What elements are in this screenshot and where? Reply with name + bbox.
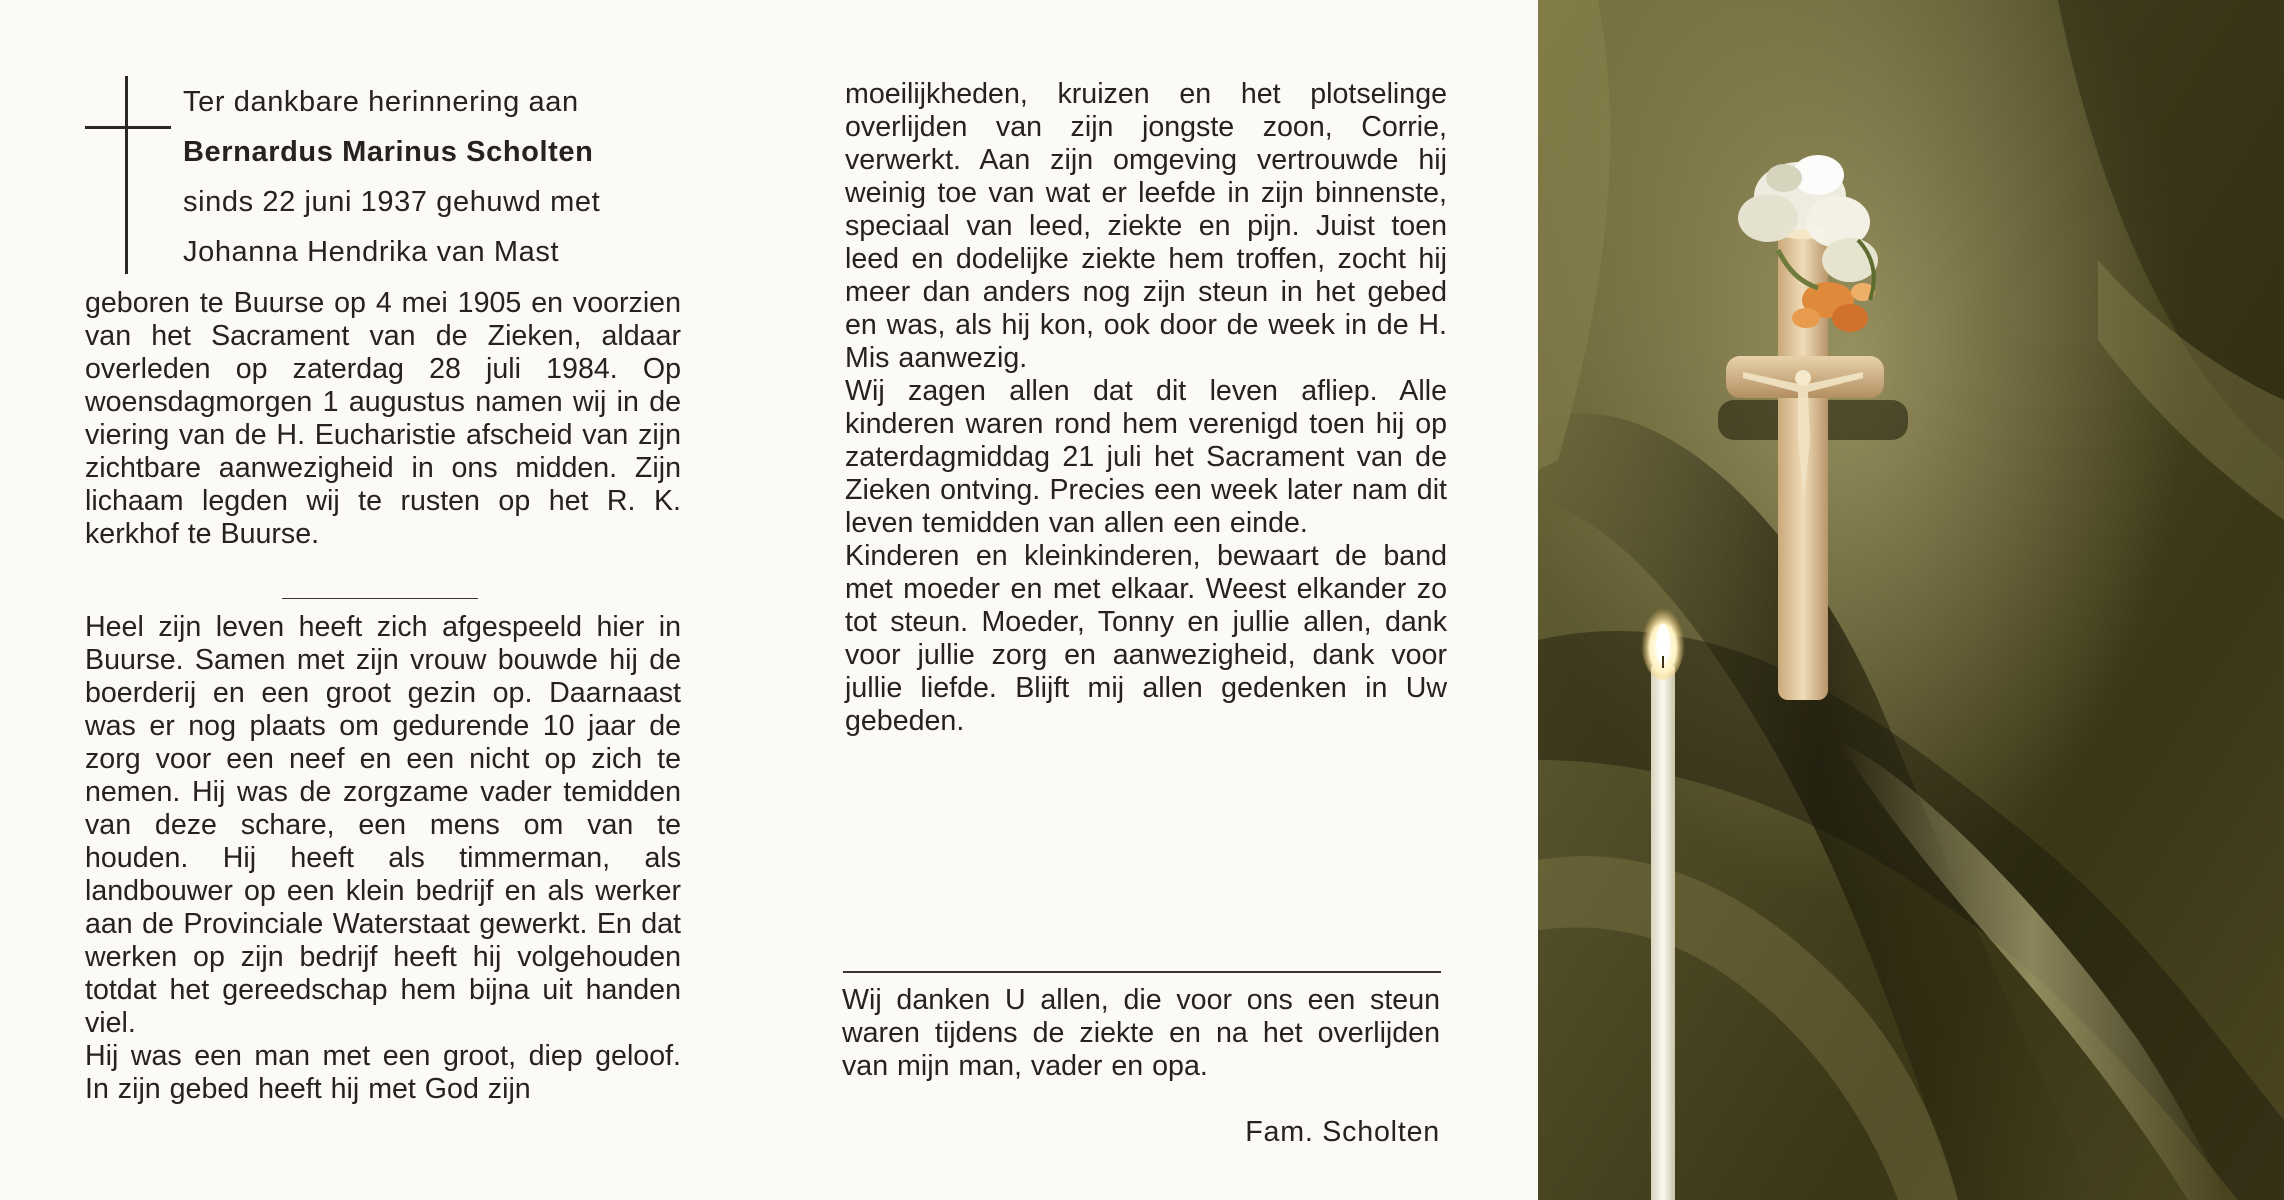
cross-candle-photo [1538, 0, 2284, 1200]
cross-icon-bar [85, 126, 171, 129]
farewell-text: Kinderen en kleinkinderen, bewaart de band met moeder en met elkaar. Weest elkander zo tot steun. Moeder, Tonny en jullie allen, dank voor jullie zorg en aanwezigheid, dank voor jullie liefde. Blijft mij allen gedenken in Uw gebeden. [845, 540, 1447, 737]
family-signature: Fam. Scholten [1245, 1116, 1440, 1148]
cross-icon [125, 76, 128, 274]
dedication-line: Ter dankbare herinnering aan [183, 86, 579, 118]
faith-text: Hij was een man met een groot, diep geloof. In zijn gebed heeft hij met God zijn [85, 1040, 681, 1105]
continued-text: moeilijkheden, kruizen en het plotselinge overlijden van zijn jongste zoon, Corrie, verwerkt. Aan zijn omgeving vertrouwde hij weinig toe van wat er leefde in zijn binnenste, speciaal van leed, ziekte en pijn. Juist toen leed en dodelijke ziekte hem troffen, zocht hij meer dan anders nog zijn steun in het gebed en was, als hij kon, ook door de week in de H. Mis aanwezig. [845, 78, 1447, 374]
divider-right [843, 971, 1441, 973]
divider [282, 598, 478, 599]
birth-death-text: geboren te Buurse op 4 mei 1905 en voorzien van het Sacrament van de Zieken, aldaar overleden op zaterdag 28 juli 1984. Op woensdagmorgen 1 augustus namen wij in de viering van de H. Eucharistie afscheid van zijn zichtbare aanwezigheid in ons midden. Zijn lichaam legden wij te rusten op het R. K. kerkhof te Buurse. [85, 287, 681, 550]
spouse-name: Johanna Hendrika van Mast [183, 236, 560, 268]
life-story-text: Heel zijn leven heeft zich afgespeeld hier in Buurse. Samen met zijn vrouw bouwde hij de boerderij en een groot gezin op. Daarnaast was er nog plaats om gedurende 10 jaar de zorg voor een neef en een nicht op zich te nemen. Hij was de zorgzame vader temidden van deze schare, een mens om van te houden. Hij heeft als timmerman, als landbouwer op een klein bedrijf en als werker aan de Provinciale Waterstaat gewerkt. En dat werken op zijn bedrijf heeft hij volgehouden totdat het gereedschap hem bijna uit handen viel. [85, 611, 681, 1039]
photo-illustration [1538, 0, 2284, 1200]
life-story-continued [845, 78, 1447, 738]
thanks-block [842, 984, 1440, 1083]
final-days-text: Wij zagen allen dat dit leven afliep. Alle kinderen waren rond hem verenigd toen hij op zaterdagmiddag 21 juli het Sacrament van de Zieken ontving. Precies een week later nam dit leven temidden van allen een einde. [845, 375, 1447, 539]
thanks-text: Wij danken U allen, die voor ons een steun waren tijdens de ziekte en na het overlijden van mijn man, vader en opa. [842, 984, 1440, 1082]
deceased-name: Bernardus Marinus Scholten [183, 136, 594, 168]
marriage-line: sinds 22 juni 1937 gehuwd met [183, 186, 601, 218]
life-story [85, 611, 681, 1106]
biography-paragraph [85, 287, 681, 551]
